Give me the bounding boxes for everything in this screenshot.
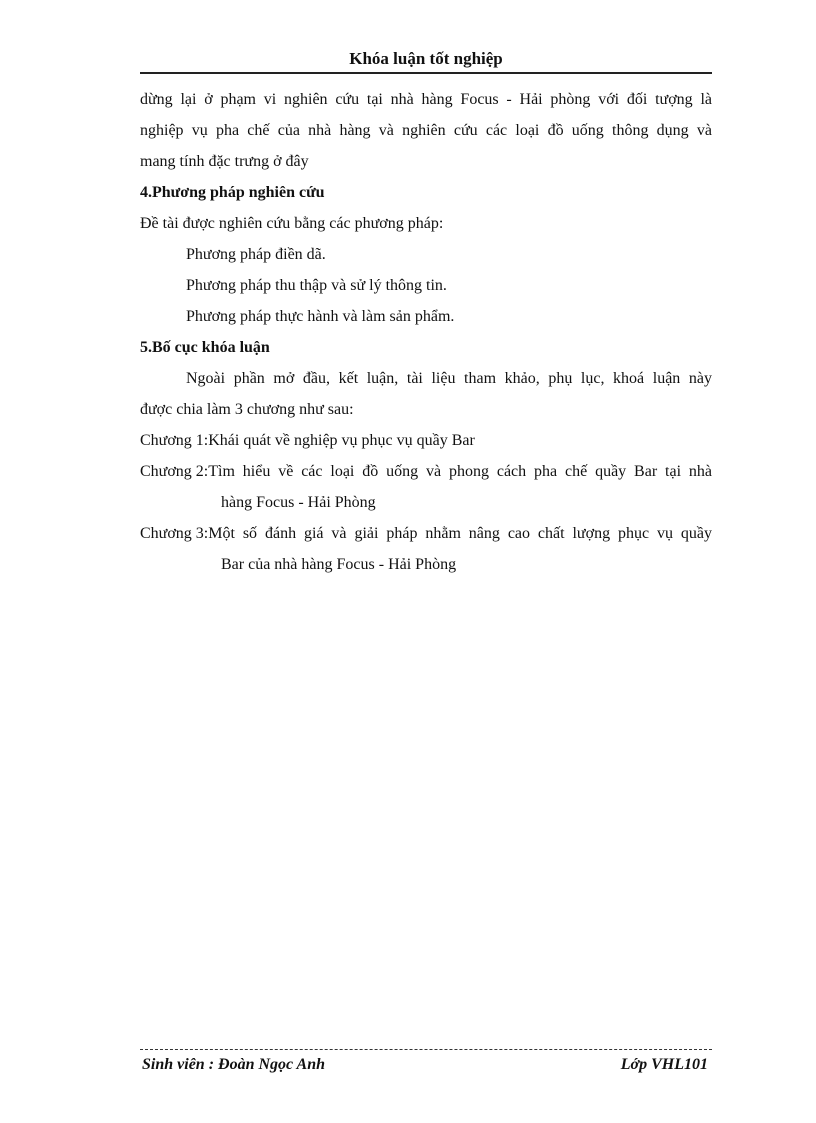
section-heading-5: 5.Bố cục khóa luận <box>140 339 270 356</box>
method-item: Phương pháp thu thập và sử lý thông tin. <box>186 277 447 294</box>
footer-rule <box>140 1049 712 1050</box>
body-line: mang tính đặc trưng ở đây <box>140 153 309 170</box>
chapter-line: Khái quát về nghiệp vụ phục vụ quầy Bar <box>208 432 475 449</box>
chapter-text <box>208 425 712 456</box>
section-heading-4: 4.Phương pháp nghiên cứu <box>140 184 325 201</box>
method-item: Phương pháp điền dã. <box>186 246 326 263</box>
chapter-label: Chương 3: <box>140 525 209 542</box>
chapter-line-continued: hàng Focus - Hải Phòng <box>221 494 376 511</box>
body-line: được chia làm 3 chương như sau: <box>140 401 354 418</box>
chapter-text <box>208 456 712 487</box>
section4-intro: Đề tài được nghiên cứu bằng các phương pháp: <box>140 215 444 232</box>
chapter-text <box>208 518 712 549</box>
body-line: dừng lại ở phạm vi nghiên cứu tại nhà hàng Focus - Hải phòng với đối tượng là <box>140 91 712 108</box>
footer-class: Lớp VHL101 <box>620 1056 708 1073</box>
body-line: nghiệp vụ pha chế của nhà hàng và nghiên cứu các loại đồ uống thông dụng và <box>140 122 712 139</box>
chapter-item-3 <box>140 518 712 549</box>
method-item: Phương pháp thực hành và làm sản phẩm. <box>186 308 455 325</box>
chapter-line: Tìm hiểu về các loại đồ uống và phong cách pha chế quầy Bar tại nhà <box>208 463 712 480</box>
body-line: Ngoài phần mở đầu, kết luận, tài liệu tham khảo, phụ lục, khoá luận này <box>186 370 712 387</box>
chapter-item-2 <box>140 456 712 487</box>
chapter-label: Chương 1: <box>140 432 209 449</box>
page-header <box>140 48 712 72</box>
chapter-line: Một số đánh giá và giải pháp nhằm nâng cao chất lượng phục vụ quầy <box>208 525 712 542</box>
document-body <box>140 84 712 580</box>
header-title: Khóa luận tốt nghiệp <box>349 49 503 68</box>
footer-student: Sinh viên : Đoàn Ngọc Anh <box>142 1056 325 1073</box>
chapter-item-1 <box>140 425 712 456</box>
page-footer <box>140 1054 712 1078</box>
chapter-line-continued: Bar của nhà hàng Focus - Hải Phòng <box>221 556 457 573</box>
chapter-label: Chương 2: <box>140 463 209 480</box>
header-rule <box>140 72 712 74</box>
